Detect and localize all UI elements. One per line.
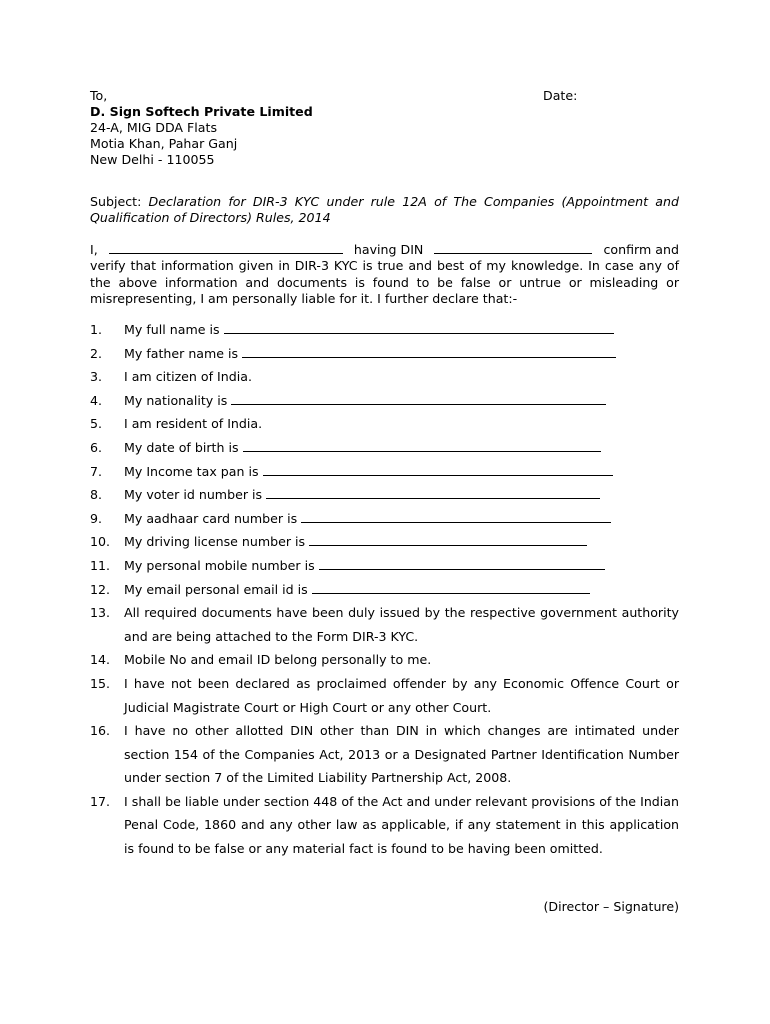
list-item — [90, 318, 679, 342]
item-number: 14. — [90, 652, 111, 668]
father-name-blank[interactable] — [242, 345, 616, 358]
director-signature-label: (Director – Signature) — [543, 899, 679, 914]
item-number: 9. — [90, 510, 103, 526]
list-item — [90, 554, 679, 578]
date-label: Date: — [543, 88, 578, 103]
item-number: 10. — [90, 534, 111, 550]
item-number: 13. — [90, 605, 111, 621]
address-line-1: 24-A, MIG DDA Flats — [90, 120, 218, 135]
driving-license-blank[interactable] — [309, 533, 587, 546]
item-number: 11. — [90, 557, 111, 573]
item-text: My voter id number is — [124, 487, 263, 503]
subject-line — [90, 194, 679, 227]
item-text: My Income tax pan is — [124, 463, 259, 479]
date-of-birth-blank[interactable] — [243, 439, 601, 452]
din-blank[interactable] — [434, 241, 592, 254]
intro-line-3: the above information and documents is found to be false or untrue or misleading or — [90, 274, 679, 290]
item-number: 12. — [90, 581, 111, 597]
item-number: 4. — [90, 392, 103, 408]
list-item — [90, 507, 679, 531]
intro-confirm: confirm and — [603, 242, 679, 257]
nationality-blank[interactable] — [231, 392, 606, 405]
item-number: 16. — [90, 723, 111, 739]
item-text: Mobile No and email ID belong personally to me. — [124, 652, 432, 668]
pan-blank[interactable] — [263, 463, 613, 476]
item-number: 17. — [90, 793, 111, 809]
item-text: My father name is — [124, 345, 239, 361]
company-name: D. Sign Softech Private Limited — [90, 104, 313, 119]
item-number: 8. — [90, 487, 103, 503]
item-number: 15. — [90, 675, 111, 691]
item-number: 1. — [90, 322, 103, 337]
aadhaar-blank[interactable] — [301, 510, 611, 523]
list-item — [90, 530, 679, 554]
item-number: 6. — [90, 439, 103, 455]
item-text: My nationality is — [124, 392, 228, 408]
mobile-number-blank[interactable] — [319, 557, 605, 570]
list-item — [90, 790, 679, 861]
item-text: I shall be liable under section 448 of the Act and under relevant provisions of the Indian Penal Code, 1860 and any other law as applicable, if any statement in this application is found to be false or any material fact is found to be having been omitted. — [124, 793, 679, 857]
item-text: My email personal email id is — [124, 581, 308, 597]
recipient-block — [90, 88, 313, 168]
list-item — [90, 719, 679, 790]
list-item — [90, 342, 679, 366]
item-number: 7. — [90, 463, 103, 479]
declaration-list — [90, 318, 679, 861]
list-item — [90, 483, 679, 507]
voter-id-blank[interactable] — [266, 486, 600, 499]
name-blank[interactable] — [109, 241, 343, 254]
subject-text: Declaration for DIR-3 KYC under rule 12A of The Companies (Appointment and Qualification of Directors) Rules, 2014 — [90, 194, 679, 226]
list-item — [90, 672, 679, 719]
to-label: To, — [90, 88, 108, 103]
email-blank[interactable] — [312, 581, 590, 594]
list-item — [90, 436, 679, 460]
intro-line-4: misrepresenting, I am personally liable for it. I further declare that:- — [90, 290, 518, 306]
address-line-3: New Delhi - 110055 — [90, 152, 215, 167]
list-item — [90, 389, 679, 413]
intro-line-2: verify that information given in DIR-3 KYC is true and best of my knowledge. In case any of — [90, 258, 679, 274]
subject-label: Subject: — [90, 194, 142, 209]
list-item — [90, 412, 679, 436]
address-line-2: Motia Khan, Pahar Ganj — [90, 136, 238, 151]
item-text: I am citizen of India. — [124, 369, 252, 385]
item-text: My personal mobile number is — [124, 557, 315, 573]
item-text: My driving license number is — [124, 534, 306, 550]
item-text: My date of birth is — [124, 439, 239, 455]
list-item — [90, 601, 679, 648]
intro-having-din: having DIN — [353, 242, 424, 257]
list-item — [90, 578, 679, 602]
item-text: My aadhaar card number is — [124, 510, 298, 526]
item-text: My full name is — [124, 322, 220, 337]
list-item — [90, 648, 679, 672]
item-text: I have no other allotted DIN other than DIN in which changes are intimated under section 154 of the Companies Act, 2013 or a Designated Partner Identification Number under section 7 of the Limited Liability Partnership Act, 2008. — [124, 723, 679, 786]
item-number: 3. — [90, 369, 103, 385]
item-text: All required documents have been duly issued by the respective government authority and are being attached to the Form DIR-3 KYC. — [124, 605, 679, 644]
item-number: 5. — [90, 416, 103, 432]
intro-paragraph — [90, 241, 679, 307]
list-item — [90, 460, 679, 484]
full-name-blank[interactable] — [224, 321, 614, 334]
item-text: I have not been declared as proclaimed offender by any Economic Offence Court or Judicial Magistrate Court or High Court or any other Court. — [124, 675, 679, 715]
intro-i: I, — [90, 242, 98, 257]
item-number: 2. — [90, 345, 103, 361]
list-item — [90, 365, 679, 389]
item-text: I am resident of India. — [124, 416, 263, 432]
